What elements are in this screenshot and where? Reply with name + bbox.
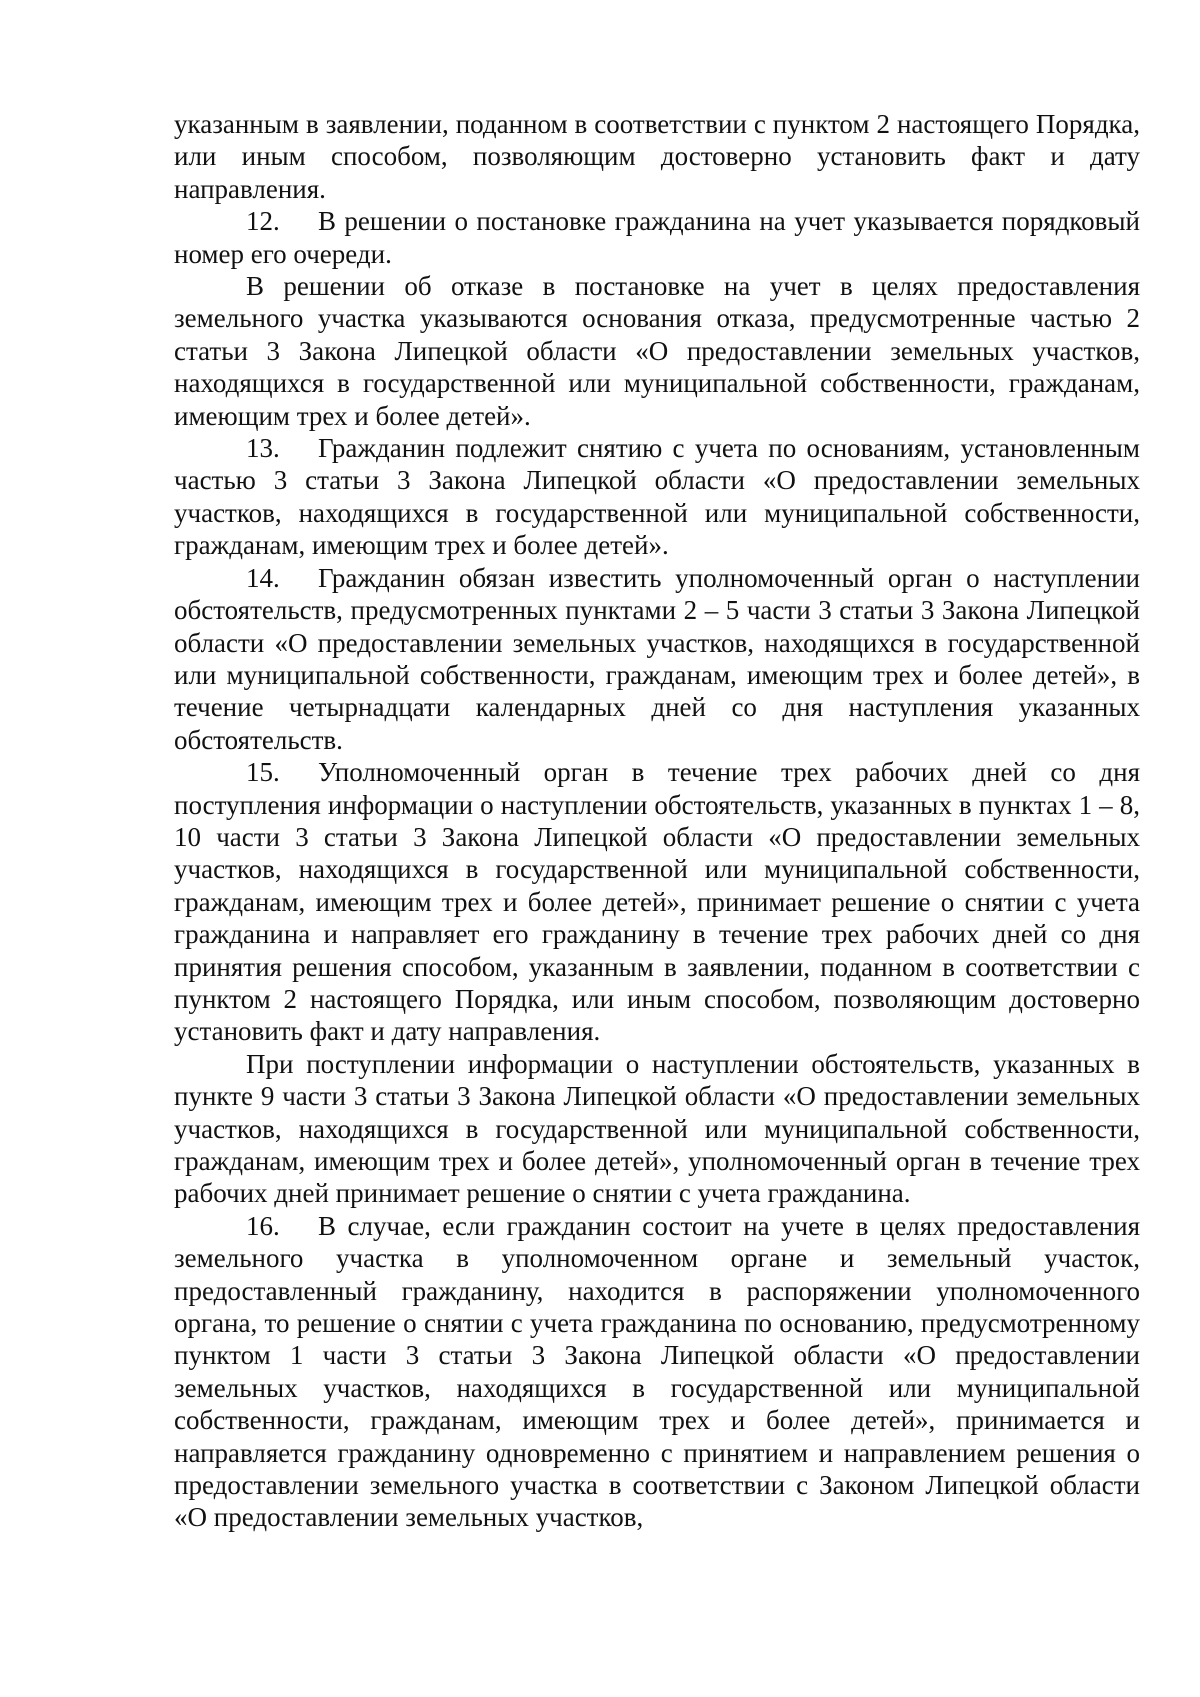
paragraph-16 [174, 1210, 1140, 1534]
paragraph-12 [174, 205, 1140, 270]
paragraph-text: При поступлении информации о наступлении обстоятельств, указанных в пункте 9 части 3 статьи 3 Закона Липецкой области «О предоставлении земельных участков, находящихся в государственной или муниципальной собственности, гражданам, имеющим трех и более детей», уполномоченный орган в течение трех рабочих дней принимает решение о снятии с учета гражданина. [174, 1048, 1140, 1209]
paragraph-number: 15. [246, 757, 280, 788]
paragraph-text: В решении о постановке гражданина на учет указывается порядковый номер его очереди. [174, 206, 1140, 269]
paragraph-14 [174, 562, 1140, 756]
paragraph-12-refusal [174, 270, 1140, 432]
paragraph-text: Гражданин подлежит снятию с учета по основаниям, установленным частью 3 статьи 3 Закона Липецкой области «О предоставлении земельных участков, находящихся в государственной или муниципальной собственности, гражданам, имеющим трех и более детей». [174, 433, 1140, 561]
paragraph-text: указанным в заявлении, поданном в соответствии с пунктом 2 настоящего Порядка, или иным способом, позволяющим достоверно установить факт и дату направления. [174, 109, 1140, 204]
paragraph-text: Уполномоченный орган в течение трех рабочих дней со дня поступления информации о наступлении обстоятельств, указанных в пунктах 1 – 8, 10 части 3 статьи 3 Закона Липецкой области «О предоставлении земельных участков, находящихся в государственной или муниципальной собственности, гражданам, имеющим трех и более детей», принимает решение о снятии с учета гражданина и направляет его гражданину в течение трех рабочих дней со дня принятия решения способом, указанным в заявлении, поданном в соответствии с пунктом 2 настоящего Порядка, или иным способом, позволяющим достоверно установить факт и дату направления. [174, 757, 1140, 1047]
document-page [174, 108, 1140, 1534]
paragraph-15 [174, 756, 1140, 1048]
paragraph-number: 13. [246, 433, 280, 464]
paragraph-15-point-9 [174, 1048, 1140, 1210]
paragraph-number: 16. [246, 1210, 280, 1241]
paragraph-number: 14. [246, 562, 280, 593]
paragraph-13 [174, 432, 1140, 562]
paragraph-text: В решении об отказе в постановке на учет в целях предоставления земельного участка указываются основания отказа, предусмотренные частью 2 статьи 3 Закона Липецкой области «О предоставлении земельных участков, находящихся в государственной или муниципальной собственности, гражданам, имеющим трех и более детей». [174, 271, 1140, 431]
paragraph-number: 12. [246, 206, 280, 237]
paragraph-text: В случае, если гражданин состоит на учете в целях предоставления земельного участка в уполномоченном органе и земельный участок, предоставленный гражданину, находится в распоряжении уполномоченного органа, то решение о снятии с учета гражданина по основанию, предусмотренному пунктом 1 части 3 статьи 3 Закона Липецкой области «О предоставлении земельных участков, находящихся в государственной или муниципальной собственности, гражданам, имеющим трех и более детей», принимается и направляется гражданину одновременно с принятием и направлением решения о предоставлении земельного участка в соответствии с Законом Липецкой области «О предоставлении земельных участков, [174, 1210, 1140, 1533]
paragraph-continuation [174, 108, 1140, 205]
paragraph-text: Гражданин обязан известить уполномоченный орган о наступлении обстоятельств, предусмотренных пунктами 2 – 5 части 3 статьи 3 Закона Липецкой области «О предоставлении земельных участков, находящихся в государственной или муниципальной собственности, гражданам, имеющим трех и более детей», в течение четырнадцати календарных дней со дня наступления указанных обстоятельств. [174, 562, 1140, 755]
